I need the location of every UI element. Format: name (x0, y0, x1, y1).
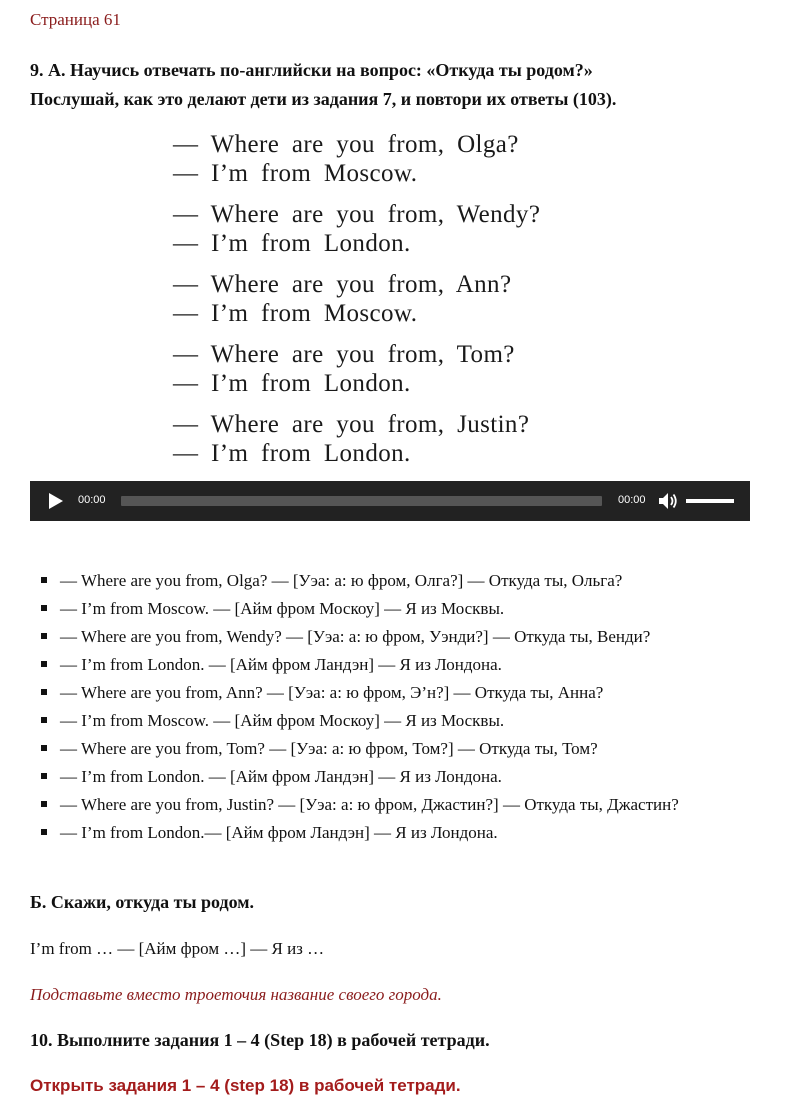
audio-player (30, 481, 750, 521)
page-label: Страница 61 (30, 10, 121, 29)
task-10-heading: 10. Выполните задания 1 – 4 (Step 18) в рабочей тетради. (30, 1030, 490, 1050)
workbook-link[interactable]: Открыть задания 1 – 4 (step 18) в рабочей тетради. (30, 1076, 461, 1095)
play-icon[interactable] (49, 493, 63, 509)
list-item: — I’m from London. — [Айм фром Ландэн] — Я из Лондона. (30, 763, 750, 791)
dialog-pair (173, 340, 540, 398)
list-item: — Where are you from, Ann? — [Уэа: а: ю фром, Э’н?] — Откуда ты, Анна? (30, 679, 750, 707)
dialog-question: — Where are you from, Olga? (173, 131, 519, 158)
list-item: — Where are you from, Olga? — [Уэа: а: ю фром, Олга?] — Откуда ты, Ольга? (30, 567, 750, 595)
dialog-answer: — I’m from London. (173, 370, 411, 397)
task-9-heading-line2: Послушай, как это делают дети из задания 7, и повтори их ответы (103). (30, 89, 617, 109)
dialog-pair (173, 410, 540, 468)
dialog-answer: — I’m from London. (173, 230, 411, 257)
total-time: 00:00 (618, 494, 646, 506)
task-9-heading (30, 56, 770, 114)
speaker-icon[interactable] (658, 492, 678, 510)
dialog-answer: — I’m from London. (173, 440, 411, 467)
task-9-heading-line1: 9. А. Научись отвечать по-английски на вопрос: «Откуда ты родом?» (30, 60, 593, 80)
dialog-textbook-excerpt (173, 130, 540, 480)
volume-slider[interactable] (686, 499, 734, 503)
translation-list (30, 567, 750, 847)
dialog-pair (173, 200, 540, 258)
list-item: — I’m from Moscow. — [Айм фром Москоу] — Я из Москвы. (30, 595, 750, 623)
list-item: — I’m from London.— [Айм фром Ландэн] — Я из Лондона. (30, 819, 750, 847)
list-item: — I’m from Moscow. — [Айм фром Москоу] — Я из Москвы. (30, 707, 750, 735)
dialog-question: — Where are you from, Ann? (173, 271, 512, 298)
list-item: — Where are you from, Justin? — [Уэа: а: ю фром, Джастин?] — Откуда ты, Джастин? (30, 791, 750, 819)
dialog-question: — Where are you from, Wendy? (173, 201, 541, 228)
current-time: 00:00 (78, 494, 106, 506)
subheading-b: Б. Скажи, откуда ты родом. (30, 892, 255, 912)
dialog-pair (173, 130, 540, 188)
list-item: — I’m from London. — [Айм фром Ландэн] — Я из Лондона. (30, 651, 750, 679)
dialog-answer: — I’m from Moscow. (173, 300, 418, 327)
list-item: — Where are you from, Tom? — [Уэа: а: ю фром, Том?] — Откуда ты, Том? (30, 735, 750, 763)
hint-text: Подставьте вместо троеточия название своего города. (30, 985, 442, 1004)
progress-slider[interactable] (121, 496, 602, 506)
dialog-answer: — I’m from Moscow. (173, 160, 418, 187)
volume-level (686, 499, 734, 503)
list-item: — Where are you from, Wendy? — [Уэа: а: ю фром, Уэнди?] — Откуда ты, Венди? (30, 623, 750, 651)
example-line: I’m from … — [Айм фром …] — Я из … (30, 939, 325, 958)
dialog-pair (173, 270, 540, 328)
dialog-question: — Where are you from, Justin? (173, 411, 530, 438)
dialog-question: — Where are you from, Tom? (173, 341, 515, 368)
